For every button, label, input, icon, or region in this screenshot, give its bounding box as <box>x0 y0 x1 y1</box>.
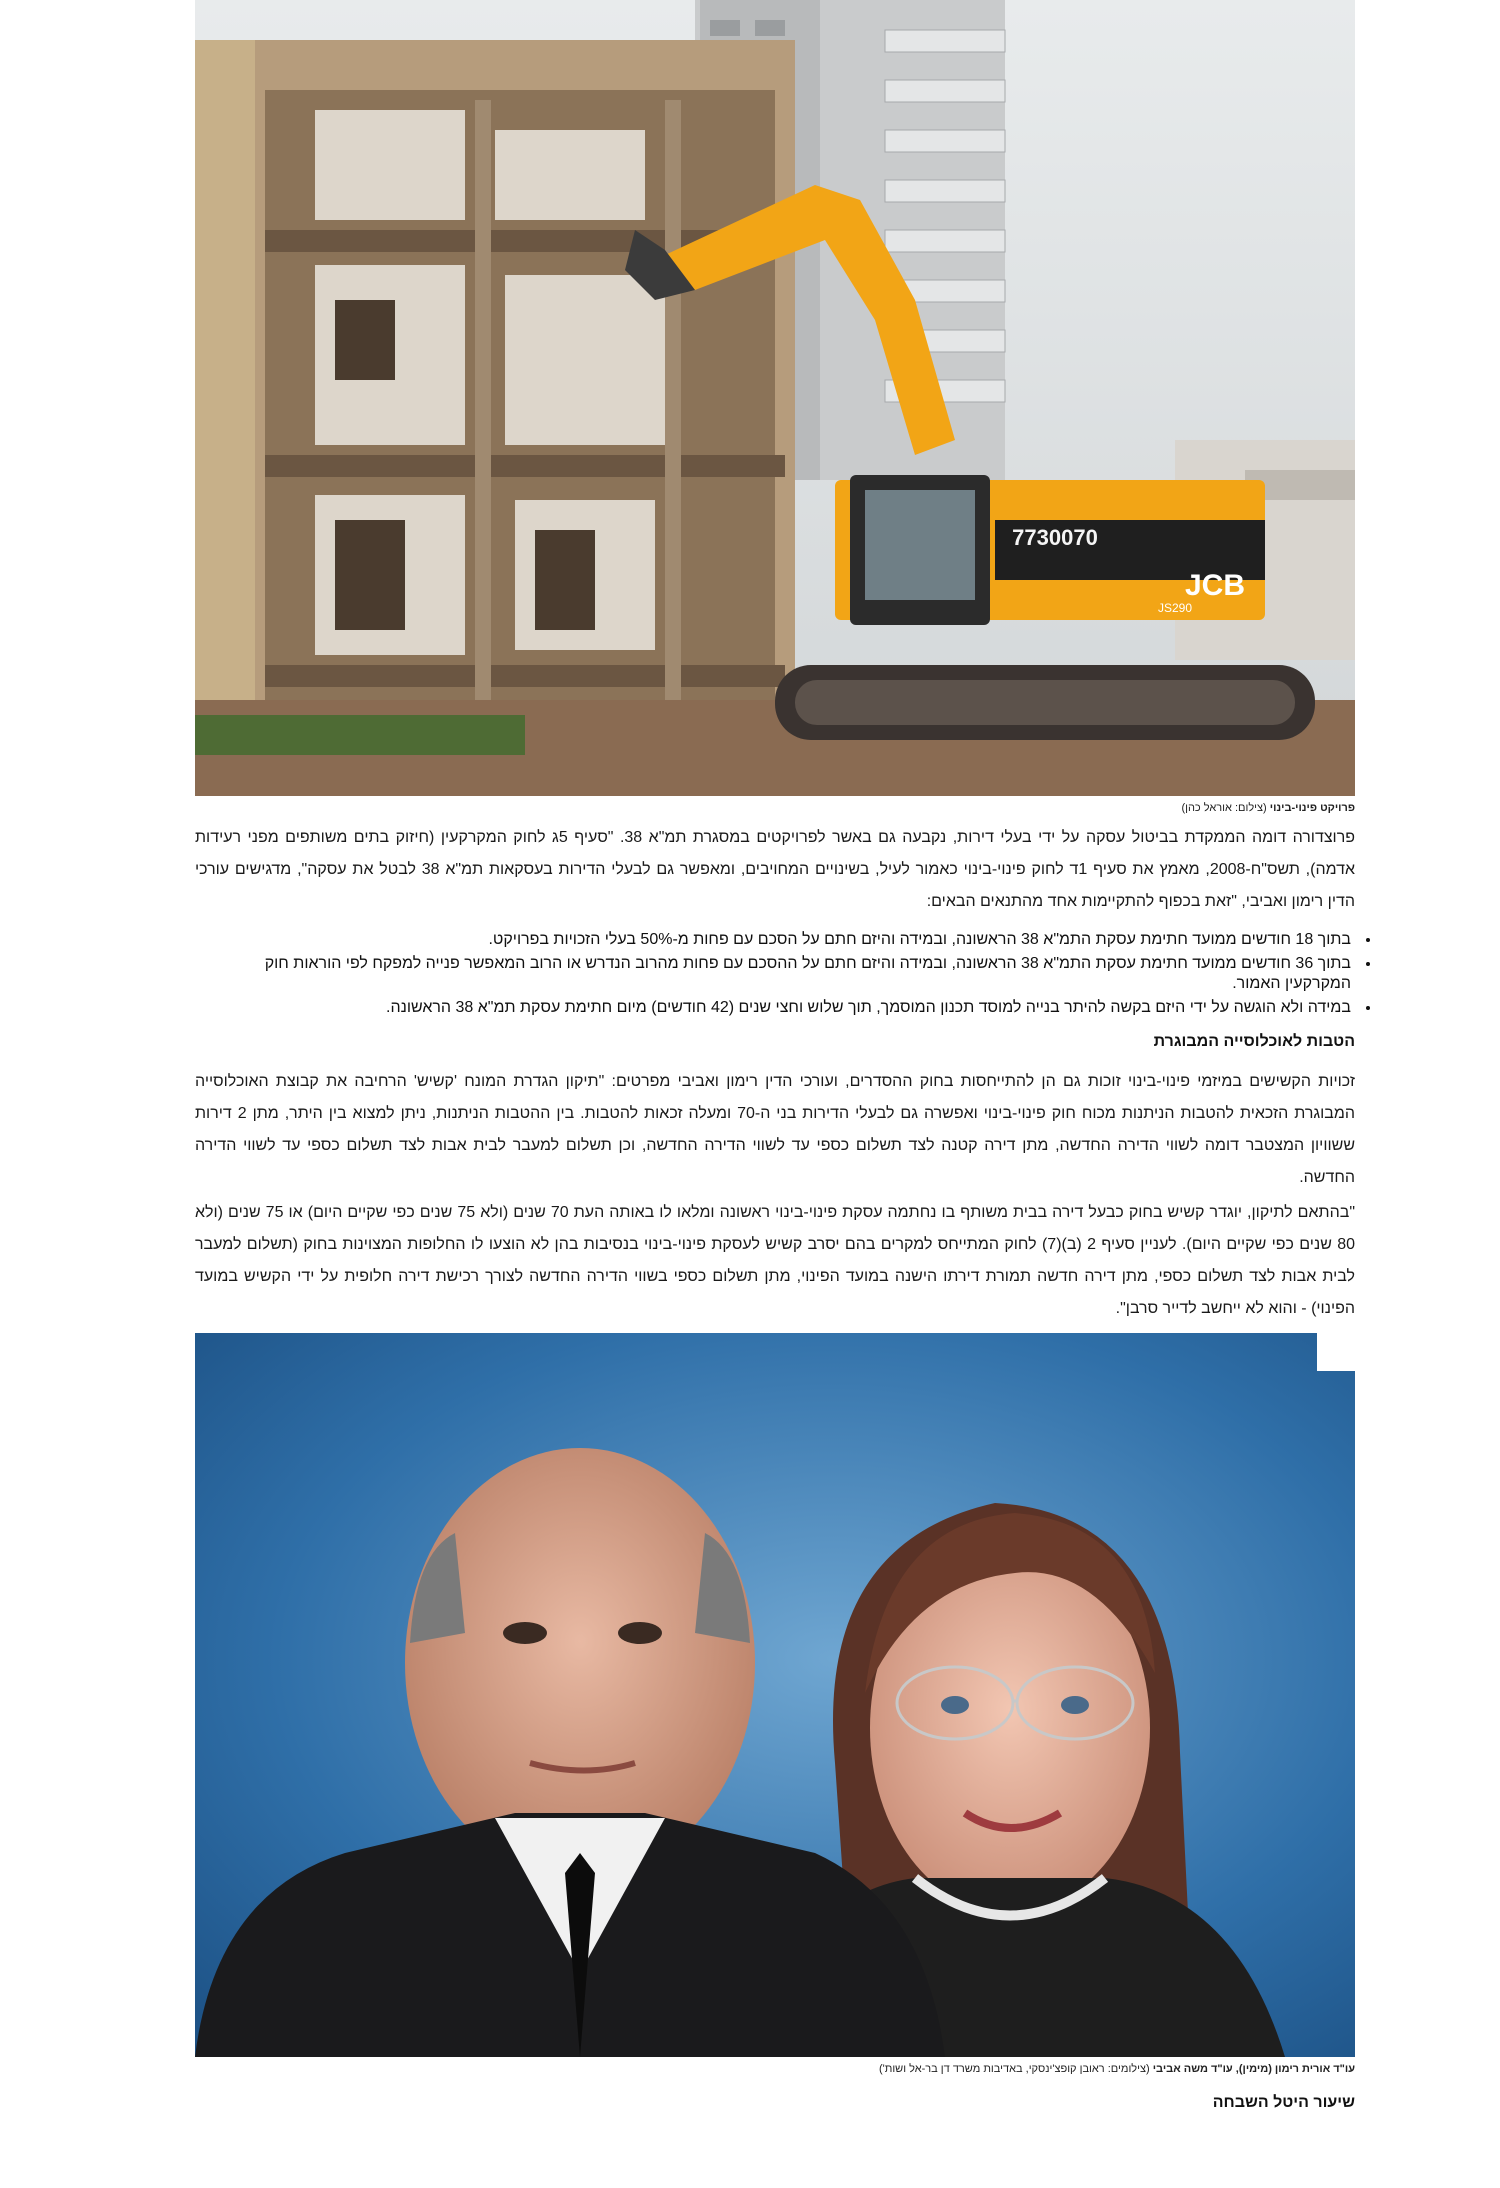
machine-brand: JCB <box>1184 569 1246 602</box>
machine-model: JS290 <box>1157 601 1193 615</box>
figure1-caption-credit: (צילום: אוראל כהן) <box>1181 802 1267 814</box>
lawyers-portrait-photo <box>195 1333 1355 2057</box>
section-heading-betterment-levy: שיעור היטל השבחה <box>1212 2094 1355 2111</box>
list-item: • במידה ולא הוגשה על ידי היזם בקשה להיתר בנייה למוסד תכנון המוסמך, תוך שלוש וחצי שנים (42 חודשים) מיום חתימת עסקת תמ"א 38 הראשונה. <box>195 998 1355 1018</box>
figure2-caption-title: עו"ד אורית רימון (מימין), עו"ד משה אביבי <box>1152 2063 1355 2075</box>
body-paragraph-3: "בהתאם לתיקון, יוגדר קשיש בחוק כבעל דירה בבית משותף בו נחתמה עסקת פינוי-בינוי ראשונה ומלאו לו באותה העת 70 שנים (ולא 75 שנים כפי שקיים היום) או 75 שנים (ולא 80 שנים כפי שקיים היום). לעניין סעיף 2 (ב)(7) לחוק המתייחס למקרים בהם יסרב קשיש לעסקת פינוי-בינוי בנסיבות בהן לא הוצעו לו החלופות המצוינות בחוק (תשלום למעבר לבית אבות לצד תשלום כספי, מתן דירה חדשה תמורת דירתו הישנה במועד הפינוי, מתן תשלום כספי בשווי הדירה החדשה לצורך רכישת דירה חלופית על ידי הקשיש במועד הפינוי) - והוא לא ייחשב לדייר סרבן". <box>195 1204 1356 1317</box>
figure2-caption <box>195 2062 1355 2076</box>
body-paragraph-1: פרוצדורה דומה הממקדת בביטול עסקה על ידי בעלי דירות, נקבעה גם באשר לפרויקטים במסגרת תמ"א 38. "סעיף 5ג לחוק המקרקעין (חיזוק בתים משותפים מפני רעידות אדמה), תשס"ח-2008, מאמץ את סעיף 1ד לחוק פינוי-בינוי כאמור לעיל, בשינויים המחויבים, ומאפשר גם לבעלי הדירות בעסקאות תמ"א 38 לבטל את עסקה", מדגישים עורכי הדין רימון ואביבי, "זאת בכפוף להתקיימות אחד מהתנאים הבאים: <box>195 829 1356 910</box>
ruined-building <box>195 40 795 730</box>
list-item: • בתוך 18 חודשים ממועד חתימת עסקת התמ"א 38 הראשונה, ובמידה והיזם חתם על הסכם עם פחות מ-50% בעלי הזכויות בפרויקט. <box>195 930 1355 950</box>
machine-number: 7730070 <box>1012 525 1098 550</box>
body-paragraph-2: זכויות הקשישים במיזמי פינוי-בינוי זוכות גם הן להתייחסות בחוק ההסדרים, ועורכי הדין רימון ואביבי מפרטים: "תיקון הגדרת המונח 'קשיש' הרחיבה את קבוצת האוכלוסייה המבוגרת הזכאית להטבות הניתנות מכוח חוק פינוי-בינוי ואפשרה גם לבעלי הדירות בני ה-70 ומעלה זכאות להטבות. בין ההטבות הניתנות, ניתן למצוא בין היתר, מתן 2 דירות ששוויון המצטבר דומה לשווי הדירה החדשה, מתן דירה קטנה לצד תשלום כספי עד לשווי הדירה החדשה, וכן תשלום למעבר לבית אבות לצד תשלום כספי עד לשווי הדירה החדשה. <box>195 1073 1355 1186</box>
figure1-caption <box>195 801 1355 815</box>
demolition-photo <box>195 0 1355 796</box>
corner-badge <box>1317 1333 1355 1371</box>
figure1-caption-title: פרויקט פינוי-בינוי <box>1269 802 1355 814</box>
conditions-list <box>195 930 1377 1022</box>
figure2-caption-credit: (צילומים: ראובן קופצ'ינסקי, באדיבות משרד דן בר-אל ושות') <box>878 2063 1150 2075</box>
list-item: • בתוך 36 חודשים ממועד חתימת עסקת התמ"א 38 הראשונה, ובמידה והיזם חתם על ההסכם עם פחות מהרוב הנדרש או הרוב המאפשר פנייה למפקח לפי הוראות חוק המקרקעין האמור. <box>195 954 1355 994</box>
section-heading-elderly-benefits: הטבות לאוכלוסייה המבוגרת <box>1153 1033 1355 1050</box>
